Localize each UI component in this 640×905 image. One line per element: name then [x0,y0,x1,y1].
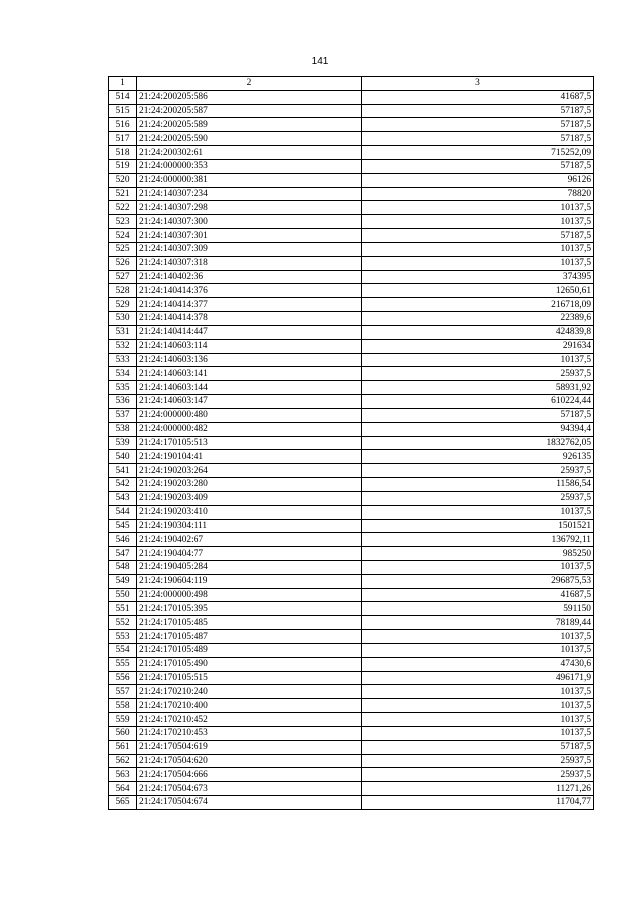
row-number-cell: 559 [109,713,137,727]
table-row [109,298,594,312]
value-cell: 1832762,05 [362,436,594,450]
cadastral-number-cell: 21:24:140414:447 [137,325,362,339]
row-number-cell: 529 [109,298,137,312]
cadastral-number-cell: 21:24:190203:280 [137,478,362,492]
cadastral-number-cell: 21:24:170504:673 [137,782,362,796]
value-cell: 96126 [362,173,594,187]
table-row [109,657,594,671]
row-number-cell: 544 [109,505,137,519]
table-body [109,90,594,809]
value-cell: 41687,5 [362,90,594,104]
table-row [109,630,594,644]
cadastral-number-cell: 21:24:170504:666 [137,768,362,782]
cadastral-number-cell: 21:24:190203:264 [137,464,362,478]
value-cell: 10137,5 [362,713,594,727]
row-number-cell: 516 [109,118,137,132]
cadastral-number-cell: 21:24:190203:410 [137,505,362,519]
value-cell: 10137,5 [362,699,594,713]
row-number-cell: 517 [109,132,137,146]
table-row [109,713,594,727]
table-row [109,574,594,588]
value-cell: 296875,53 [362,574,594,588]
table-row [109,519,594,533]
data-table [108,76,594,810]
value-cell: 57187,5 [362,229,594,243]
cadastral-number-cell: 21:24:170504:619 [137,740,362,754]
row-number-cell: 563 [109,768,137,782]
cadastral-number-cell: 21:24:000000:498 [137,588,362,602]
row-number-cell: 548 [109,560,137,574]
value-cell: 985250 [362,547,594,561]
value-cell: 10137,5 [362,685,594,699]
cadastral-number-cell: 21:24:200302:61 [137,146,362,160]
table-row [109,173,594,187]
cadastral-number-cell: 21:24:200205:587 [137,104,362,118]
cadastral-number-cell: 21:24:200205:589 [137,118,362,132]
cadastral-number-cell: 21:24:170210:453 [137,726,362,740]
value-cell: 12650,61 [362,284,594,298]
value-cell: 715252,09 [362,146,594,160]
value-cell: 22389,6 [362,312,594,326]
value-cell: 610224,44 [362,395,594,409]
cadastral-number-cell: 21:24:140307:309 [137,242,362,256]
value-cell: 25937,5 [362,754,594,768]
table-row [109,740,594,754]
row-number-cell: 562 [109,754,137,768]
row-number-cell: 532 [109,339,137,353]
cadastral-number-cell: 21:24:140414:378 [137,312,362,326]
column-header-2: 2 [137,77,362,91]
row-number-cell: 550 [109,588,137,602]
value-cell: 57187,5 [362,132,594,146]
cadastral-number-cell: 21:24:000000:381 [137,173,362,187]
table-row [109,242,594,256]
table-row [109,270,594,284]
table-row [109,547,594,561]
table-row [109,768,594,782]
cadastral-number-cell: 21:24:190402:67 [137,533,362,547]
row-number-cell: 551 [109,602,137,616]
row-number-cell: 537 [109,408,137,422]
row-number-cell: 557 [109,685,137,699]
cadastral-number-cell: 21:24:140603:147 [137,395,362,409]
row-number-cell: 518 [109,146,137,160]
value-cell: 10137,5 [362,201,594,215]
cadastral-number-cell: 21:24:140414:376 [137,284,362,298]
row-number-cell: 543 [109,491,137,505]
row-number-cell: 564 [109,782,137,796]
row-number-cell: 556 [109,671,137,685]
table-row [109,671,594,685]
row-number-cell: 546 [109,533,137,547]
row-number-cell: 528 [109,284,137,298]
table-row [109,284,594,298]
value-cell: 78189,44 [362,616,594,630]
row-number-cell: 521 [109,187,137,201]
value-cell: 57187,5 [362,408,594,422]
row-number-cell: 536 [109,395,137,409]
row-number-cell: 540 [109,450,137,464]
value-cell: 136792,11 [362,533,594,547]
table-row [109,187,594,201]
value-cell: 591150 [362,602,594,616]
value-cell: 57187,5 [362,118,594,132]
value-cell: 10137,5 [362,726,594,740]
table-row [109,201,594,215]
cadastral-number-cell: 21:24:140307:301 [137,229,362,243]
table-row [109,215,594,229]
row-number-cell: 555 [109,657,137,671]
row-number-cell: 547 [109,547,137,561]
table-row [109,146,594,160]
cadastral-number-cell: 21:24:170210:452 [137,713,362,727]
table-row [109,367,594,381]
value-cell: 25937,5 [362,367,594,381]
value-cell: 10137,5 [362,505,594,519]
table-row [109,478,594,492]
cadastral-number-cell: 21:24:190404:77 [137,547,362,561]
table-row [109,699,594,713]
table-row [109,229,594,243]
cadastral-number-cell: 21:24:200205:590 [137,132,362,146]
table-row [109,118,594,132]
cadastral-number-cell: 21:24:170210:400 [137,699,362,713]
value-cell: 11704,77 [362,796,594,810]
table-row [109,408,594,422]
cadastral-number-cell: 21:24:170210:240 [137,685,362,699]
value-cell: 11271,26 [362,782,594,796]
table-row [109,381,594,395]
row-number-cell: 522 [109,201,137,215]
cadastral-number-cell: 21:24:140603:144 [137,381,362,395]
table-row [109,782,594,796]
cadastral-number-cell: 21:24:170105:515 [137,671,362,685]
row-number-cell: 560 [109,726,137,740]
table-row [109,560,594,574]
row-number-cell: 534 [109,367,137,381]
cadastral-number-cell: 21:24:140307:234 [137,187,362,201]
row-number-cell: 539 [109,436,137,450]
value-cell: 10137,5 [362,560,594,574]
cadastral-number-cell: 21:24:170105:489 [137,643,362,657]
cadastral-number-cell: 21:24:140603:136 [137,353,362,367]
value-cell: 41687,5 [362,588,594,602]
row-number-cell: 565 [109,796,137,810]
column-header-3: 3 [362,77,594,91]
cadastral-number-cell: 21:24:170504:620 [137,754,362,768]
row-number-cell: 541 [109,464,137,478]
table-row [109,796,594,810]
table-header-row [109,77,594,91]
table-row [109,643,594,657]
value-cell: 10137,5 [362,242,594,256]
row-number-cell: 523 [109,215,137,229]
cadastral-number-cell: 21:24:000000:353 [137,159,362,173]
table-row [109,464,594,478]
table-row [109,90,594,104]
value-cell: 10137,5 [362,215,594,229]
column-header-1: 1 [109,77,137,91]
row-number-cell: 514 [109,90,137,104]
cadastral-number-cell: 21:24:200205:586 [137,90,362,104]
cadastral-number-cell: 21:24:190405:284 [137,560,362,574]
value-cell: 47430,6 [362,657,594,671]
row-number-cell: 538 [109,422,137,436]
value-cell: 25937,5 [362,491,594,505]
table-row [109,159,594,173]
cadastral-number-cell: 21:24:140307:300 [137,215,362,229]
table-row [109,104,594,118]
cadastral-number-cell: 21:24:140307:298 [137,201,362,215]
value-cell: 25937,5 [362,768,594,782]
value-cell: 57187,5 [362,104,594,118]
cadastral-number-cell: 21:24:140603:114 [137,339,362,353]
cadastral-number-cell: 21:24:140402:36 [137,270,362,284]
page-number: 141 [311,56,329,67]
table-row [109,450,594,464]
table-row [109,505,594,519]
table-row [109,312,594,326]
row-number-cell: 533 [109,353,137,367]
cadastral-number-cell: 21:24:170105:487 [137,630,362,644]
table-row [109,339,594,353]
row-number-cell: 527 [109,270,137,284]
row-number-cell: 535 [109,381,137,395]
value-cell: 496171,9 [362,671,594,685]
cadastral-number-cell: 21:24:190203:409 [137,491,362,505]
table-row [109,256,594,270]
cadastral-number-cell: 21:24:000000:482 [137,422,362,436]
table-row [109,325,594,339]
row-number-cell: 558 [109,699,137,713]
row-number-cell: 526 [109,256,137,270]
cadastral-number-cell: 21:24:000000:480 [137,408,362,422]
value-cell: 424839,8 [362,325,594,339]
cadastral-number-cell: 21:24:170105:513 [137,436,362,450]
cadastral-number-cell: 21:24:190304:111 [137,519,362,533]
cadastral-number-cell: 21:24:170105:395 [137,602,362,616]
value-cell: 94394,4 [362,422,594,436]
value-cell: 10137,5 [362,643,594,657]
table-row [109,588,594,602]
row-number-cell: 545 [109,519,137,533]
cadastral-number-cell: 21:24:190604:119 [137,574,362,588]
table-row [109,395,594,409]
value-cell: 25937,5 [362,464,594,478]
value-cell: 374395 [362,270,594,284]
row-number-cell: 542 [109,478,137,492]
table-row [109,491,594,505]
row-number-cell: 554 [109,643,137,657]
value-cell: 11586,54 [362,478,594,492]
row-number-cell: 525 [109,242,137,256]
table-row [109,602,594,616]
value-cell: 10137,5 [362,630,594,644]
value-cell: 926135 [362,450,594,464]
row-number-cell: 520 [109,173,137,187]
value-cell: 57187,5 [362,159,594,173]
row-number-cell: 524 [109,229,137,243]
row-number-cell: 530 [109,312,137,326]
value-cell: 216718,09 [362,298,594,312]
cadastral-number-cell: 21:24:170504:674 [137,796,362,810]
value-cell: 10137,5 [362,353,594,367]
table-row [109,685,594,699]
value-cell: 58931,92 [362,381,594,395]
table-row [109,726,594,740]
table-row [109,533,594,547]
value-cell: 291634 [362,339,594,353]
value-cell: 10137,5 [362,256,594,270]
cadastral-number-cell: 21:24:140603:141 [137,367,362,381]
row-number-cell: 519 [109,159,137,173]
row-number-cell: 515 [109,104,137,118]
row-number-cell: 561 [109,740,137,754]
row-number-cell: 549 [109,574,137,588]
table-row [109,132,594,146]
table-row [109,353,594,367]
row-number-cell: 553 [109,630,137,644]
row-number-cell: 552 [109,616,137,630]
table-row [109,422,594,436]
table-row [109,436,594,450]
table-row [109,616,594,630]
value-cell: 1501521 [362,519,594,533]
cadastral-number-cell: 21:24:140414:377 [137,298,362,312]
cadastral-number-cell: 21:24:190104:41 [137,450,362,464]
value-cell: 78820 [362,187,594,201]
cadastral-number-cell: 21:24:170105:490 [137,657,362,671]
cadastral-number-cell: 21:24:140307:318 [137,256,362,270]
row-number-cell: 531 [109,325,137,339]
value-cell: 57187,5 [362,740,594,754]
cadastral-number-cell: 21:24:170105:485 [137,616,362,630]
table-row [109,754,594,768]
